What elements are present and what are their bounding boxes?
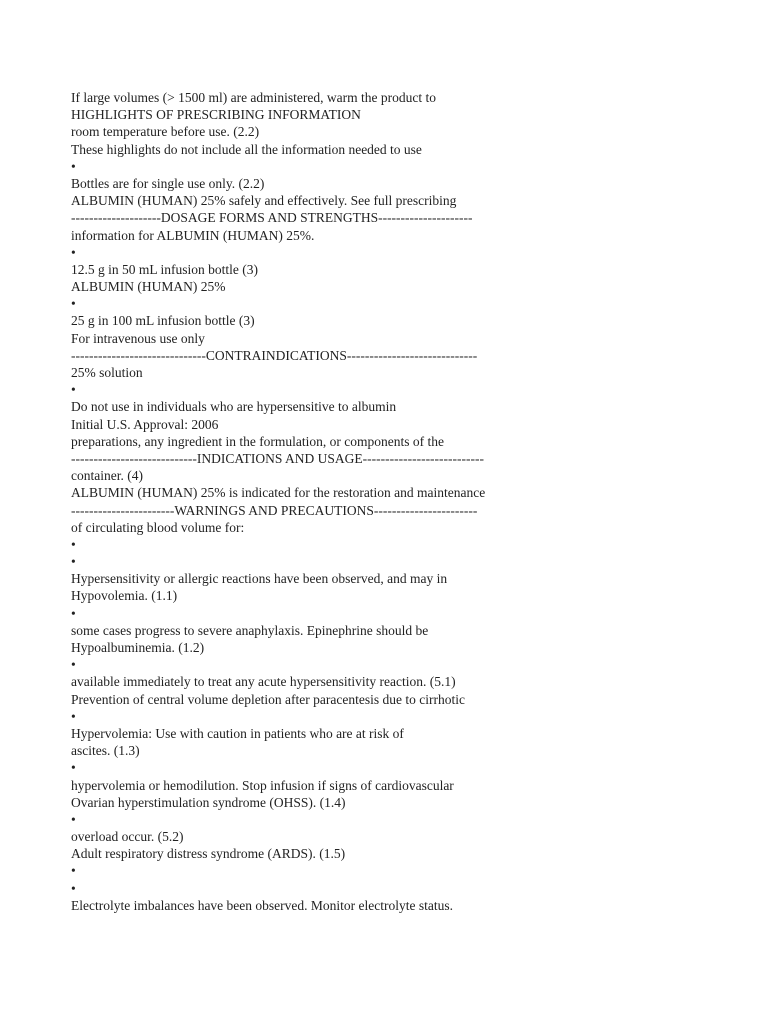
section-heading: -----------------------WARNINGS AND PRECAUTIONS----------------------- [71, 502, 478, 518]
text-line: 12.5 g in 50 mL infusion bottle (3) [71, 261, 258, 277]
text-line: Hypoalbuminemia. (1.2) [71, 640, 205, 655]
section-heading: ----------------------------INDICATIONS AND USAGE--------------------------- [71, 450, 485, 466]
text-line: container. (4) [71, 468, 143, 484]
bullet-line: • [71, 158, 76, 174]
text-line: information for ALBUMIN (HUMAN) 25%. [71, 227, 315, 243]
bullet-line: • [71, 554, 76, 570]
text-line: HIGHLIGHTS OF PRESCRIBING INFORMATION [71, 107, 361, 123]
text-line: If large volumes (> 1500 ml) are administered, warm the product to [71, 90, 437, 105]
bullet-line: • [71, 657, 76, 673]
text-line: hypervolemia or hemodilution. Stop infusion if signs of cardiovascular [71, 777, 454, 793]
text-line: Prevention of central volume depletion after paracentesis due to cirrhotic [71, 691, 465, 707]
bullet-line: • [71, 880, 76, 896]
text-line: Initial U.S. Approval: 2006 [71, 416, 219, 432]
text-line: some cases progress to severe anaphylaxis. Epinephrine should be [71, 622, 429, 638]
bullet-line: • [71, 863, 76, 879]
bullet-line: • [71, 536, 76, 552]
text-line: 25 g in 100 mL infusion bottle (3) [71, 313, 255, 329]
text-line: room temperature before use. (2.2) [71, 124, 260, 140]
text-line: Do not use in individuals who are hypersensitive to albumin [71, 399, 397, 415]
section-heading: ------------------------------CONTRAINDICATIONS----------------------------- [71, 347, 478, 363]
text-line: 25% solution [71, 365, 143, 380]
text-line: ALBUMIN (HUMAN) 25% is indicated for the restoration and maintenance [71, 485, 486, 501]
text-line: Electrolyte imbalances have been observed. Monitor electrolyte status. [71, 897, 453, 913]
text-line: available immediately to treat any acute hypersensitivity reaction. (5.1) [71, 674, 456, 690]
text-line: Ovarian hyperstimulation syndrome (OHSS). (1.4) [71, 794, 346, 810]
bullet-line: • [71, 811, 76, 827]
text-line: ALBUMIN (HUMAN) 25% safely and effectively. See full prescribing [71, 193, 457, 209]
text-line: overload occur. (5.2) [71, 829, 184, 845]
text-line: Hypovolemia. (1.1) [71, 588, 178, 604]
text-line: Bottles are for single use only. (2.2) [71, 175, 265, 191]
bullet-line: • [71, 760, 76, 776]
text-line: For intravenous use only [71, 330, 205, 346]
text-line: These highlights do not include all the information needed to use [71, 141, 422, 157]
text-line: of circulating blood volume for: [71, 519, 245, 535]
document-body [71, 89, 748, 914]
section-heading: --------------------DOSAGE FORMS AND STRENGTHS--------------------- [71, 210, 473, 226]
text-line: preparations, any ingredient in the formulation, or components of the [71, 433, 445, 449]
text-line: ascites. (1.3) [71, 743, 140, 759]
text-line: Hypersensitivity or allergic reactions have been observed, and may in [71, 571, 448, 587]
bullet-line: • [71, 382, 76, 398]
bullet-line: • [71, 708, 76, 724]
text-line: Adult respiratory distress syndrome (ARDS). (1.5) [71, 846, 346, 862]
text-line: ALBUMIN (HUMAN) 25% [71, 279, 226, 295]
bullet-line: • [71, 244, 76, 260]
bullet-line: • [71, 296, 76, 312]
bullet-line: • [71, 605, 76, 621]
text-line: Hypervolemia: Use with caution in patients who are at risk of [71, 725, 404, 741]
